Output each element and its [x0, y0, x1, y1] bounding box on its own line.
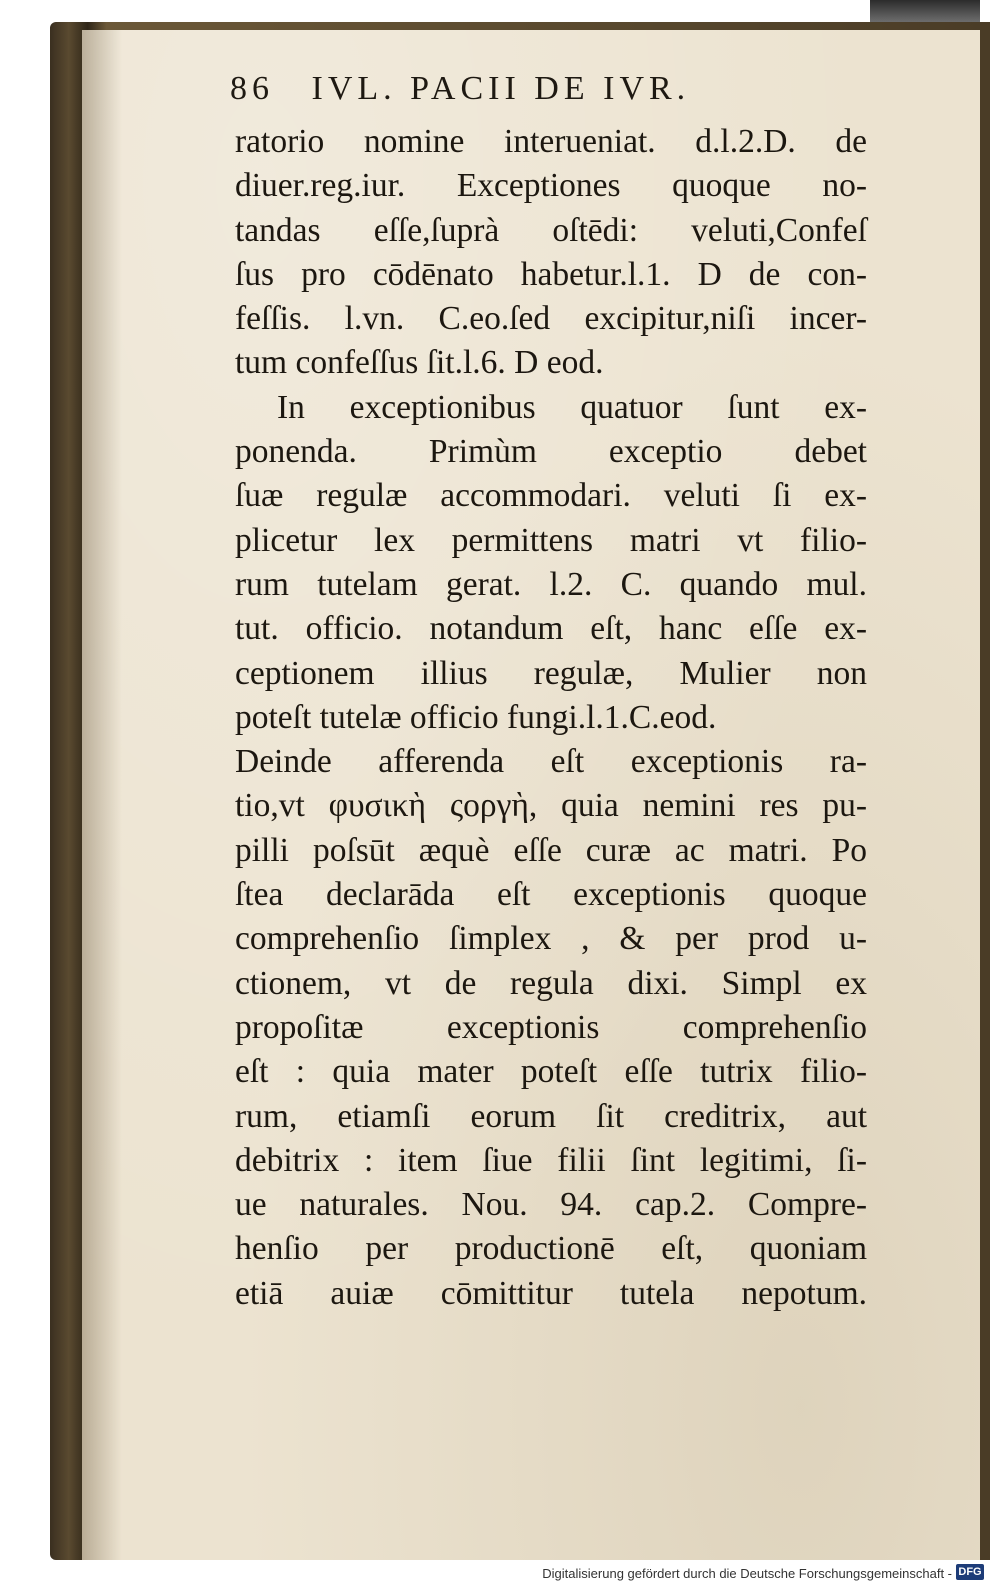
text-line: ue naturales. Nou. 94. cap.2. Compre- [235, 1186, 867, 1224]
text-line: comprehenſio ſimplex , & per prod u- [235, 920, 867, 958]
text-line: feſſis. l.vn. C.eo.ſed excipitur,niſi incer- [235, 300, 867, 338]
text-line: tut. officio. notandum eſt, hanc eſſe ex- [235, 610, 867, 648]
running-header [230, 70, 890, 108]
text-line: propoſitæ exceptionis comprehenſio [235, 1008, 867, 1046]
running-title: IVL. PACII DE IVR. [311, 70, 691, 107]
text-line: tio,vt φυσικὴ ςοργὴ, quia nemini res pu- [235, 787, 867, 825]
text-line: debitrix : item ſiue filii ſint legitimi, ſi- [235, 1141, 867, 1179]
text-line: tum confeſſus ſit.l.6. D eod. [235, 344, 604, 382]
text-line: plicetur lex permittens matri vt filio- [235, 521, 867, 559]
digitization-footer [0, 1560, 1000, 1586]
gutter-shadow [82, 30, 122, 1560]
text-line: etiā auiæ cōmittitur tutela nepotum. [235, 1274, 867, 1312]
text-line: ctionem, vt de regula dixi. Simpl ex [235, 964, 867, 1002]
text-line: poteſt tutelæ officio fungi.l.1.C.eod. [235, 698, 717, 736]
funding-credit: Digitalisierung gefördert durch die Deutsche Forschungsgemeinschaft - [542, 1566, 952, 1581]
text-line: ſus pro cōdēnato habetur.l.1. D de con- [235, 255, 867, 293]
text-line: ratorio nomine interueniat. d.l.2.D. de [235, 123, 867, 160]
text-line: ponenda. Primùm exceptio debet [235, 433, 867, 471]
text-line: Deinde afferenda eſt exceptionis ra- [235, 743, 867, 781]
page-number: 86 [230, 70, 274, 107]
dfg-logo: DFG [956, 1564, 984, 1580]
text-line: diuer.reg.iur. Exceptiones quoque no- [235, 167, 867, 205]
text-line: ſuæ regulæ accommodari. veluti ſi ex- [235, 477, 867, 515]
text-line: In exceptionibus quatuor ſunt ex- [277, 388, 867, 426]
body-text [235, 120, 867, 1316]
text-line: rum tutelam gerat. l.2. C. quando mul. [235, 565, 867, 603]
text-line: tandas eſſe,ſuprà oſtēdi: veluti,Confeſ [235, 211, 867, 249]
text-line: henſio per productionē eſt, quoniam [235, 1230, 867, 1268]
text-line: ſtea declarāda eſt exceptionis quoque [235, 876, 867, 914]
text-line: rum, etiamſi eorum ſit creditrix, aut [235, 1097, 867, 1135]
binding-top-edge [870, 0, 980, 22]
text-line: ceptionem illius regulæ, Mulier non [235, 654, 867, 692]
text-line: eſt : quia mater poteſt eſſe tutrix filio- [235, 1053, 867, 1091]
text-line: pilli poſsūt æquè eſſe curæ ac matri. Po [235, 831, 867, 869]
